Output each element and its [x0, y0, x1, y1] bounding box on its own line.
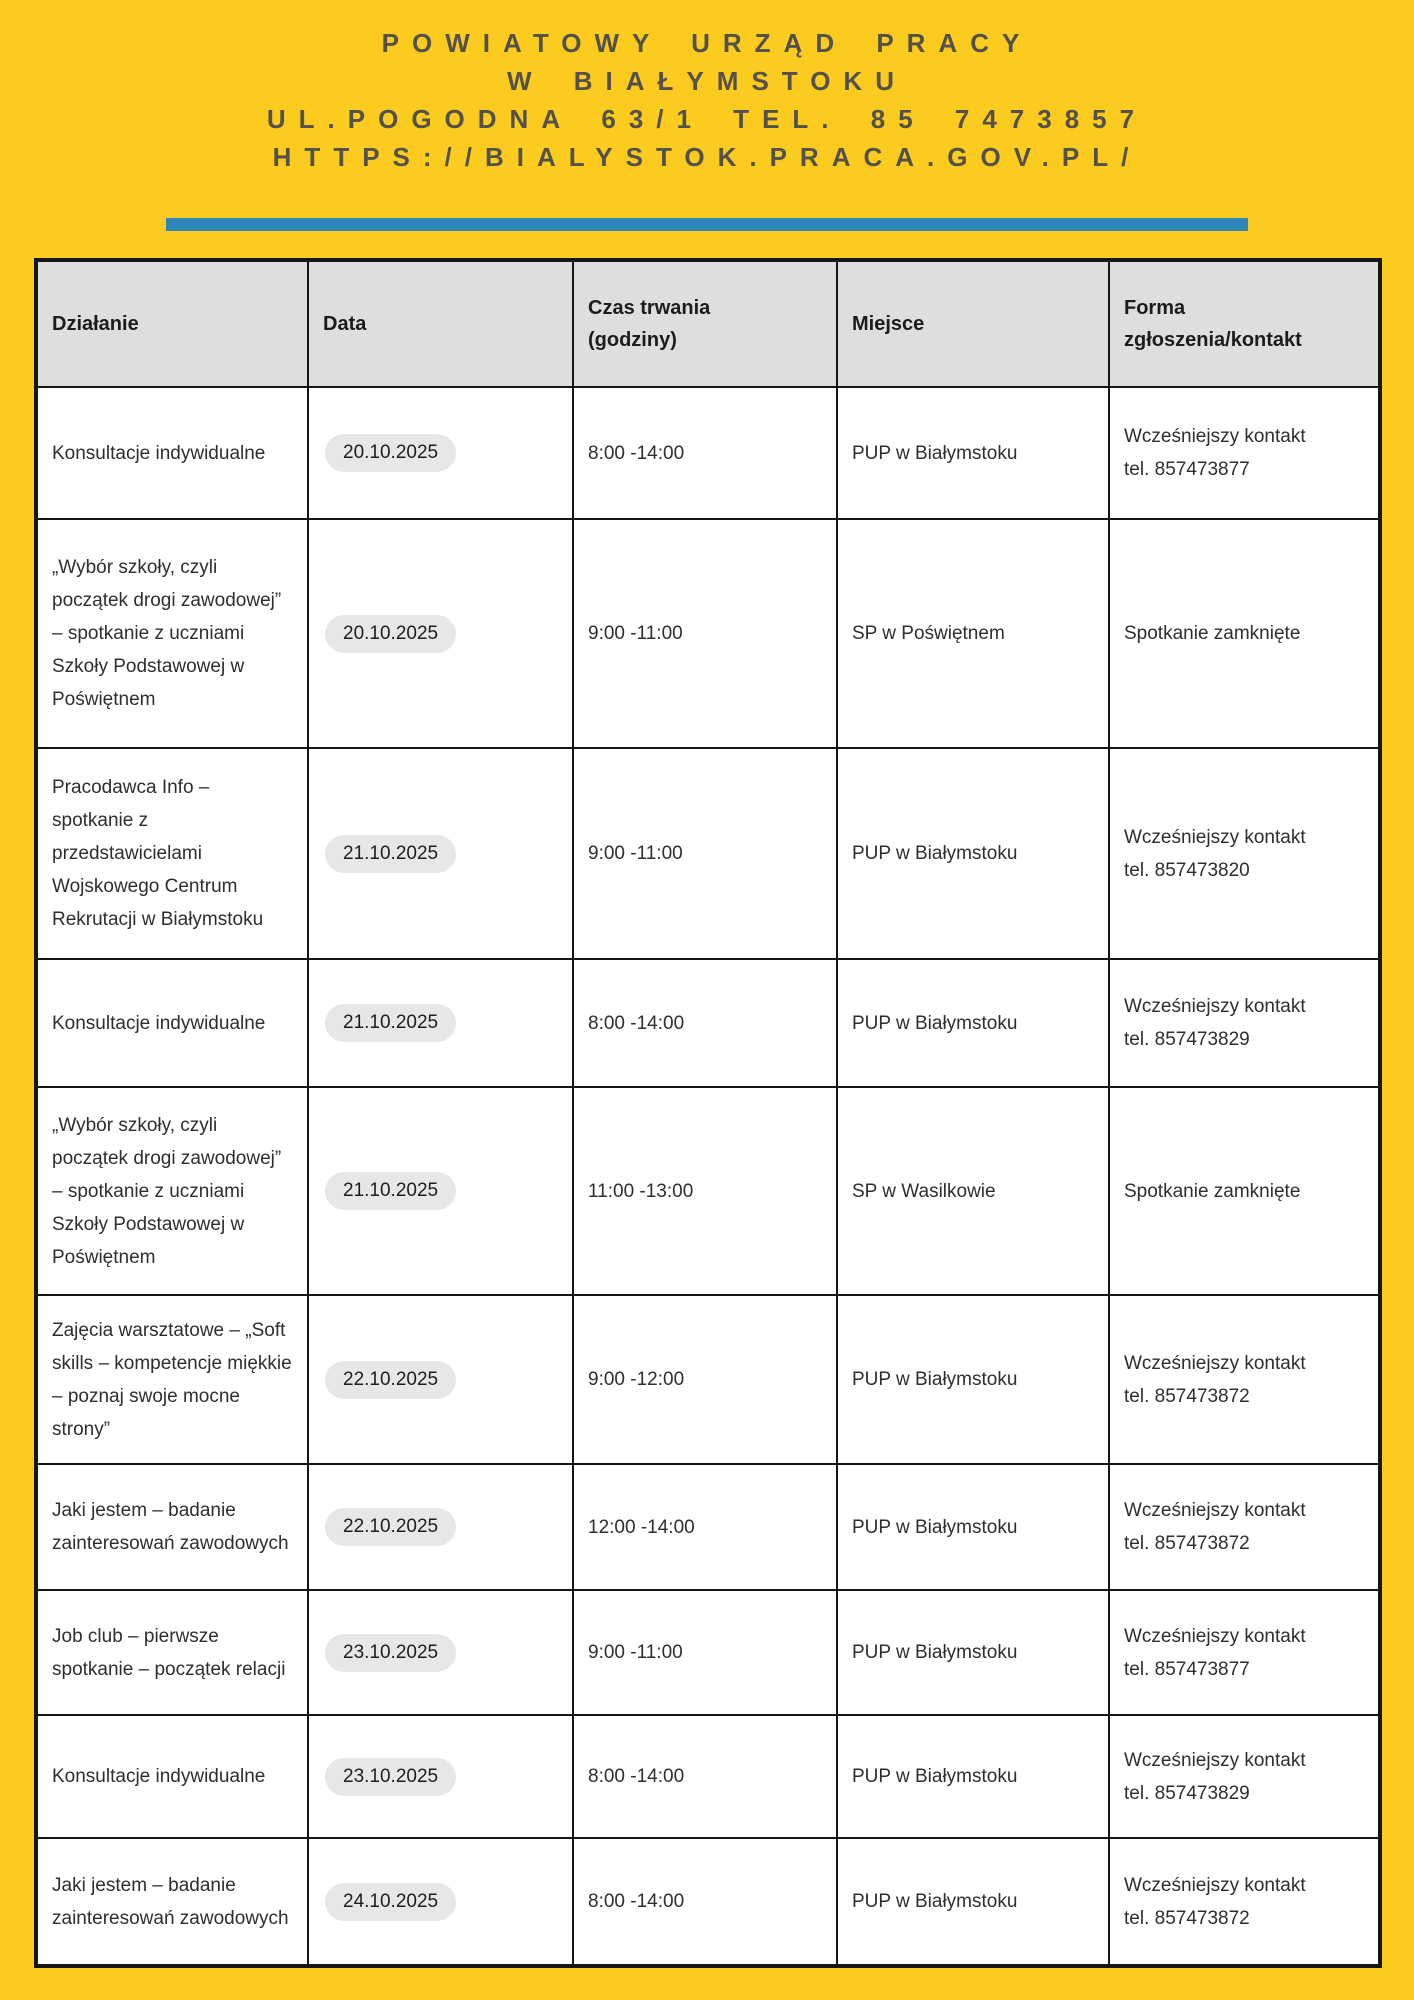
date-pill: 22.10.2025 — [325, 1508, 456, 1546]
activity-cell — [36, 1590, 308, 1715]
place-text: PUP w Białymstoku — [852, 1012, 1018, 1034]
activity-text: Konsultacje indywidualne — [52, 1012, 266, 1034]
date-cell — [308, 1590, 573, 1715]
time-cell — [573, 748, 837, 959]
time-cell — [573, 1087, 837, 1295]
office-address-phone: UL.POGODNA 63/1 TEL. 85 7473857 — [266, 104, 1148, 134]
activity-text: Zajęcia warsztatowe – „Soft skills – kompetencje miękkie – poznaj swoje mocne strony” — [52, 1319, 292, 1440]
column-header-place — [837, 260, 1109, 387]
column-header-label: Forma — [1124, 297, 1186, 319]
table-header-row — [36, 260, 1380, 387]
time-text: 8:00 -14:00 — [588, 1012, 685, 1034]
column-header-contact — [1109, 260, 1380, 387]
contact-text-line1: Wcześniejszy kontakt — [1124, 1352, 1306, 1374]
contact-text-line1: Wcześniejszy kontakt — [1124, 1625, 1306, 1647]
place-cell — [837, 387, 1109, 519]
place-text: PUP w Białymstoku — [852, 442, 1018, 464]
date-cell — [308, 1838, 573, 1966]
place-text: PUP w Białymstoku — [852, 1369, 1018, 1390]
table-row — [36, 1590, 1380, 1715]
place-cell — [837, 1590, 1109, 1715]
contact-text-line1: Wcześniejszy kontakt — [1124, 996, 1306, 1017]
contact-text-line1: Wcześniejszy kontakt — [1124, 1500, 1306, 1521]
time-text: 8:00 -14:00 — [588, 442, 685, 464]
activity-text: Konsultacje indywidualne — [52, 1766, 266, 1787]
time-cell — [573, 1464, 837, 1590]
date-pill: 20.10.2025 — [325, 615, 456, 653]
contact-text-line1: Wcześniejszy kontakt — [1124, 426, 1306, 447]
place-cell — [837, 1715, 1109, 1838]
time-text: 12:00 -14:00 — [588, 1516, 695, 1538]
column-header-date — [308, 260, 573, 387]
date-cell — [308, 1464, 573, 1590]
contact-text-line1: Spotkanie zamknięte — [1124, 623, 1301, 644]
contact-cell — [1109, 748, 1380, 959]
column-header-label-line2: zgłoszenia/kontakt — [1124, 329, 1302, 351]
date-pill: 23.10.2025 — [325, 1634, 456, 1672]
time-cell — [573, 959, 837, 1087]
place-text: PUP w Białymstoku — [852, 1516, 1018, 1538]
time-cell — [573, 387, 837, 519]
contact-cell — [1109, 1295, 1380, 1464]
activity-cell — [36, 1715, 308, 1838]
table-row — [36, 748, 1380, 959]
contact-cell — [1109, 1464, 1380, 1590]
place-cell — [837, 748, 1109, 959]
contact-text-line1: Spotkanie zamknięte — [1124, 1180, 1301, 1202]
table-row — [36, 519, 1380, 748]
time-cell — [573, 1838, 837, 1966]
time-text: 9:00 -11:00 — [588, 843, 683, 864]
contact-text-line2: tel. 857473820 — [1124, 859, 1250, 881]
date-cell — [308, 1087, 573, 1295]
activity-text: Jaki jestem – badanie zainteresowań zawodowych — [52, 1874, 289, 1929]
time-cell — [573, 519, 837, 748]
activity-cell — [36, 1087, 308, 1295]
contact-text-line1: Wcześniejszy kontakt — [1124, 1749, 1306, 1771]
date-pill: 21.10.2025 — [325, 835, 456, 873]
contact-text-line2: tel. 857473829 — [1124, 1029, 1250, 1050]
contact-text-line1: Wcześniejszy kontakt — [1124, 1874, 1306, 1896]
activity-cell — [36, 387, 308, 519]
column-header-label: Czas trwania — [588, 297, 711, 319]
activity-cell — [36, 519, 308, 748]
contact-text-line2: tel. 857473872 — [1124, 1907, 1250, 1929]
place-text: PUP w Białymstoku — [852, 1891, 1018, 1912]
date-pill: 24.10.2025 — [325, 1883, 456, 1921]
activity-text: Pracodawca Info – spotkanie z przedstawicielami Wojskowego Centrum Rekrutacji w Białymstoku — [52, 777, 264, 930]
place-cell — [837, 1295, 1109, 1464]
table-row — [36, 1087, 1380, 1295]
time-cell — [573, 1590, 837, 1715]
time-text: 9:00 -11:00 — [588, 623, 683, 644]
time-text: 8:00 -14:00 — [588, 1891, 685, 1912]
contact-text-line2: tel. 857473872 — [1124, 1533, 1250, 1554]
place-text: SP w Poświętnem — [852, 623, 1005, 644]
contact-cell — [1109, 1715, 1380, 1838]
contact-cell — [1109, 1590, 1380, 1715]
divider-bar — [166, 218, 1248, 231]
place-cell — [837, 519, 1109, 748]
column-header-activity — [36, 260, 308, 387]
table-row — [36, 387, 1380, 519]
table-row — [36, 1838, 1380, 1966]
activity-text: Jaki jestem – badanie zainteresowań zawodowych — [52, 1500, 289, 1554]
date-cell — [308, 959, 573, 1087]
place-text: SP w Wasilkowie — [852, 1180, 996, 1202]
date-pill: 21.10.2025 — [325, 1172, 456, 1210]
contact-text-line2: tel. 857473877 — [1124, 459, 1250, 480]
table-row — [36, 1295, 1380, 1464]
date-pill: 20.10.2025 — [325, 434, 456, 472]
date-cell — [308, 519, 573, 748]
office-name-line1: POWIATOWY URZĄD PRACY — [381, 28, 1033, 58]
place-text: PUP w Białymstoku — [852, 843, 1018, 864]
contact-text-line2: tel. 857473829 — [1124, 1782, 1250, 1804]
place-cell — [837, 959, 1109, 1087]
time-text: 11:00 -13:00 — [588, 1180, 694, 1202]
office-name-line2: W BIAŁYMSTOKU — [507, 66, 907, 96]
time-text: 8:00 -14:00 — [588, 1766, 685, 1787]
column-header-duration — [573, 260, 837, 387]
contact-cell — [1109, 1838, 1380, 1966]
contact-text-line2: tel. 857473872 — [1124, 1385, 1250, 1407]
time-text: 9:00 -11:00 — [588, 1642, 683, 1663]
time-cell — [573, 1715, 837, 1838]
place-text: PUP w Białymstoku — [852, 1766, 1018, 1787]
contact-cell — [1109, 519, 1380, 748]
place-cell — [837, 1087, 1109, 1295]
place-cell — [837, 1464, 1109, 1590]
activity-text: „Wybór szkoły, czyli początek drogi zawodowej” – spotkanie z uczniami Szkoły Podstawowej w Poświętnem — [52, 1114, 282, 1268]
date-cell — [308, 748, 573, 959]
contact-cell — [1109, 959, 1380, 1087]
activity-cell — [36, 1295, 308, 1464]
activity-text: „Wybór szkoły, czyli początek drogi zawodowej” – spotkanie z uczniami Szkoły Podstawowej w Poświętnem — [52, 557, 282, 710]
place-text: PUP w Białymstoku — [852, 1642, 1018, 1663]
contact-text-line2: tel. 857473877 — [1124, 1658, 1250, 1680]
place-cell — [837, 1838, 1109, 1966]
contact-text-line1: Wcześniejszy kontakt — [1124, 826, 1306, 848]
activity-cell — [36, 1838, 308, 1966]
activity-text: Job club – pierwsze spotkanie – początek relacji — [52, 1625, 286, 1680]
office-website: HTTPS://BIALYSTOK.PRACA.GOV.PL/ — [272, 142, 1142, 172]
time-cell — [573, 1295, 837, 1464]
activity-text: Konsultacje indywidualne — [52, 442, 266, 464]
date-pill: 23.10.2025 — [325, 1758, 456, 1796]
contact-cell — [1109, 1087, 1380, 1295]
activity-cell — [36, 748, 308, 959]
date-pill: 22.10.2025 — [325, 1361, 456, 1399]
table-row — [36, 959, 1380, 1087]
table-row — [36, 1715, 1380, 1838]
schedule-table — [34, 258, 1382, 1968]
time-text: 9:00 -12:00 — [588, 1369, 685, 1390]
activity-cell — [36, 1464, 308, 1590]
date-cell — [308, 387, 573, 519]
date-cell — [308, 1715, 573, 1838]
office-header — [0, 0, 1414, 176]
column-header-label: Miejsce — [852, 313, 925, 335]
table-row — [36, 1464, 1380, 1590]
column-header-label: Działanie — [52, 313, 139, 335]
contact-cell — [1109, 387, 1380, 519]
column-header-label-line2: (godziny) — [588, 329, 677, 351]
activity-cell — [36, 959, 308, 1087]
date-cell — [308, 1295, 573, 1464]
date-pill: 21.10.2025 — [325, 1004, 456, 1042]
column-header-label: Data — [323, 313, 367, 335]
